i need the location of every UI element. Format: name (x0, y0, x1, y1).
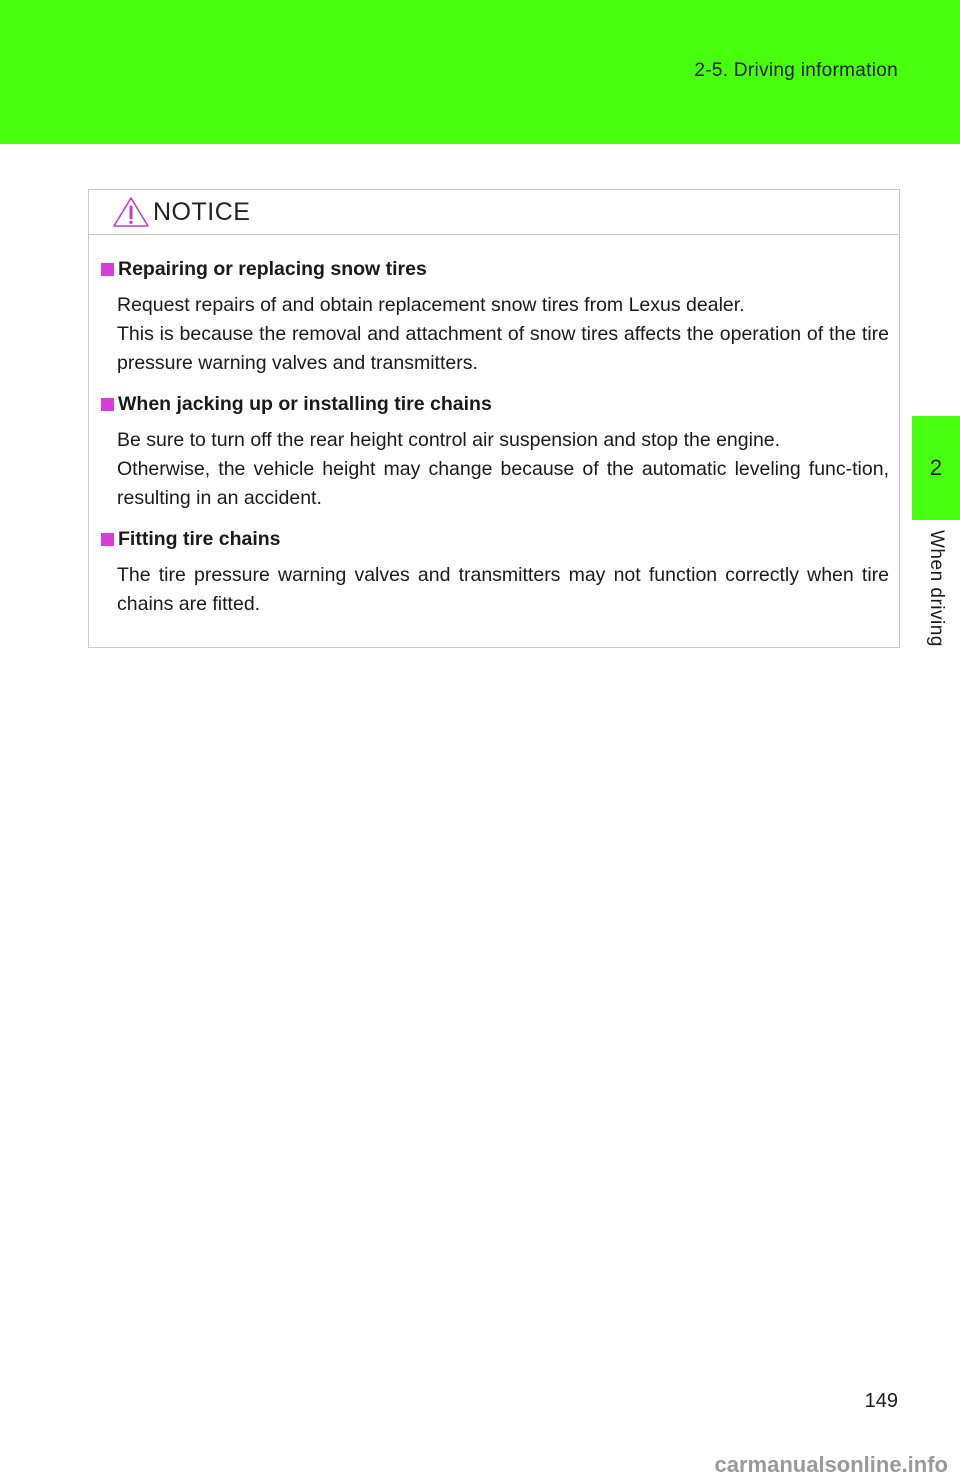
square-bullet-icon (101, 263, 114, 276)
chapter-number: 2 (929, 455, 943, 480)
warning-triangle-icon (111, 195, 151, 229)
notice-body (89, 235, 899, 619)
notice-item-jacking-chains (101, 390, 889, 513)
square-bullet-icon (101, 398, 114, 411)
section-title: 2-5. Driving information (694, 60, 898, 81)
page-number: 149 (864, 1390, 898, 1412)
notice-title: NOTICE (153, 197, 251, 226)
item-heading: Fitting tire chains (118, 527, 281, 550)
notice-item-snow-tires (101, 255, 889, 378)
item-heading: Repairing or replacing snow tires (118, 257, 427, 280)
notice-item-fitting-chains (101, 525, 889, 619)
item-paragraph: This is because the removal and attachment of snow tires affects the operation of the tire pressure warning valves and transmitters. (117, 323, 889, 374)
item-paragraph: Request repairs of and obtain replacement snow tires from Lexus dealer. (117, 294, 745, 316)
item-paragraph: Be sure to turn off the rear height control air suspension and stop the engine. (117, 429, 781, 451)
item-paragraph: The tire pressure warning valves and transmitters may not function correctly when tire chains are fitted. (117, 564, 889, 615)
notice-header (89, 190, 899, 235)
chapter-label: When driving (926, 530, 947, 647)
chapter-tab (912, 416, 960, 520)
notice-box (88, 189, 900, 648)
footer-watermark: carmanualsonline.info (714, 1452, 948, 1477)
square-bullet-icon (101, 533, 114, 546)
item-paragraph: Otherwise, the vehicle height may change because of the automatic leveling func-tion, resulting in an accident. (117, 458, 889, 509)
item-heading: When jacking up or installing tire chains (118, 392, 492, 415)
